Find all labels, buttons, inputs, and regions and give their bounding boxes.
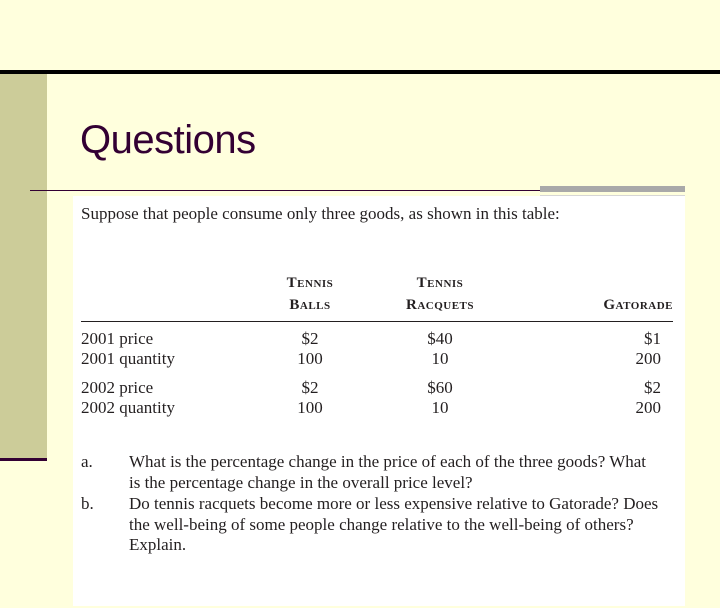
goods-table	[81, 272, 673, 418]
header-line: Gatorade	[603, 297, 673, 313]
header-line: Tennis	[416, 275, 464, 291]
problem-intro: Suppose that people consume only three goods, as shown in this table:	[81, 204, 560, 223]
title-divider	[30, 190, 540, 191]
cell-gatorade: 200	[635, 398, 661, 417]
top-rule	[0, 70, 720, 74]
table-row	[81, 349, 673, 369]
slide-title: Questions	[80, 118, 256, 162]
cell-tennis-balls: $2	[301, 329, 319, 348]
cell-tennis-balls: $2	[301, 378, 319, 397]
cell-tennis-racquets: $60	[427, 378, 453, 397]
header-tennis-balls	[281, 272, 339, 322]
table-row	[81, 322, 673, 350]
header-blank	[81, 272, 281, 322]
row-label: 2001 price	[81, 329, 154, 348]
question-label: b.	[81, 494, 94, 513]
question-item	[81, 452, 661, 493]
question-text: What is the percentage change in the price of each of the three goods? What is the percentage change in the overall price level?	[129, 452, 647, 492]
header-line: Racquets	[405, 297, 474, 313]
question-text: Do tennis racquets become more or less expensive relative to Gatorade? Does the well-being of some people change relative to the well-being of others? Explain.	[129, 494, 659, 554]
header-line: Balls	[289, 297, 331, 313]
cell-gatorade: 200	[635, 349, 661, 368]
row-label: 2002 quantity	[81, 398, 175, 417]
cell-tennis-balls: 100	[297, 349, 323, 368]
cell-tennis-racquets: 10	[431, 398, 449, 417]
row-label: 2002 price	[81, 378, 154, 397]
question-label: a.	[81, 452, 93, 471]
goods-table-body	[81, 322, 673, 419]
sidebar-underline	[0, 458, 47, 461]
question-list	[81, 452, 661, 557]
header-gatorade	[517, 272, 673, 322]
question-item	[81, 494, 661, 556]
cell-tennis-racquets: 10	[431, 349, 449, 368]
problem-panel	[73, 196, 685, 606]
cell-tennis-racquets: $40	[427, 329, 453, 348]
accent-bar	[540, 186, 685, 192]
cell-gatorade: $1	[644, 329, 661, 348]
row-label: 2001 quantity	[81, 349, 175, 368]
goods-table-header	[81, 272, 673, 322]
header-tennis-racquets	[339, 272, 517, 322]
header-line: Tennis	[286, 275, 334, 291]
table-row	[81, 398, 673, 418]
cell-tennis-balls: 100	[297, 398, 323, 417]
sidebar-decoration	[0, 74, 47, 460]
table-row	[81, 369, 673, 398]
cell-gatorade: $2	[644, 378, 661, 397]
